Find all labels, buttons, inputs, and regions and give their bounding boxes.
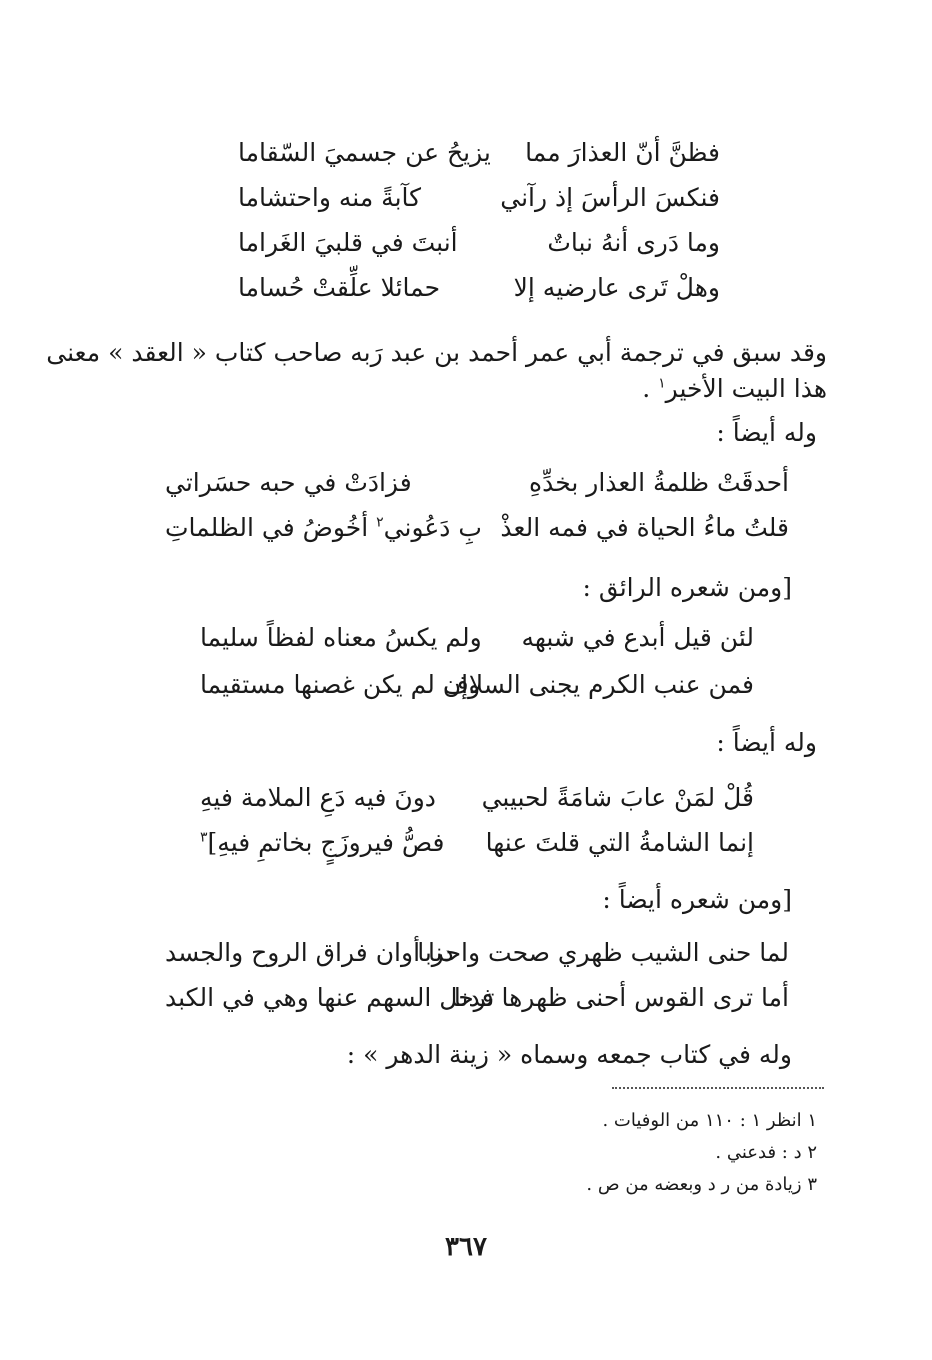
verse-1-2-left: كآبةً منه واحتشاما	[238, 183, 422, 212]
poem-4-intro: وله أيضاً :	[716, 728, 817, 757]
verse-2-2-left-b: أخُوضُ في الظلماتِ	[165, 513, 377, 542]
verse-2-2-left-a: بِ دَعُوني	[383, 513, 482, 542]
verse-4-2-right: إنما الشامةُ التي قلتَ عنها	[485, 828, 754, 857]
poem-3-intro: [ومن شعره الرائق :	[582, 573, 792, 602]
prose-line-2	[642, 374, 827, 403]
verse-1-1-left: يزيحُ عن جسميَ السّقاما	[238, 138, 491, 167]
verse-4-1-right: قُلْ لمَنْ عابَ شامَةً لحبيبي	[481, 783, 754, 812]
verse-4-2-left	[200, 830, 444, 855]
footnote-divider	[612, 1087, 824, 1089]
verse-1-2-right: فنكسَ الرأسَ إذ رآني	[500, 183, 720, 212]
verse-2-2-left	[165, 515, 482, 540]
verse-4-2-left-text: فصُّ فيروزَجٍ بخاتمِ فيهِ]	[207, 828, 445, 857]
verse-1-4-right: وهلْ تَرى عارضيه إلا	[513, 273, 720, 302]
verse-1-1-right: فظنَّ أنّ العذارَ مما	[525, 138, 720, 167]
verse-1-3-right: وما دَرى أنهُ نباتٌ	[547, 228, 720, 257]
verse-5-1-left: دنا أوان فراق الروح والجسد	[165, 938, 454, 967]
prose-para-2: وله في كتاب جمعه وسماه « زينة الدهر » :	[346, 1040, 792, 1069]
poem-2-intro: وله أيضاً :	[716, 418, 817, 447]
verse-5-2-right: أما ترى القوس أحنى ظهرها فدنا	[453, 983, 789, 1012]
verse-4-1-left: دونَ فيه دَعِ الملامة فيهِ	[200, 783, 436, 812]
verse-1-3-left: أنبتَ في قلبيَ الغَراما	[238, 228, 458, 257]
prose-line-1: وقد سبق في ترجمة أبي عمر أحمد بن عبد رَبه صاحب كتاب « العقد » معنى	[46, 338, 827, 367]
verse-3-2-right: فمن عنب الكرم يجنى السلاف	[442, 670, 754, 699]
prose-line-2-end: .	[642, 374, 651, 403]
page-number: ٣٦٧	[445, 1232, 487, 1262]
footnote-2: ٢ د : فدعني .	[715, 1142, 817, 1163]
footnote-3: ٣ زيادة من ر د وبعضه من ص .	[586, 1174, 817, 1195]
footnote-marker-2: ٢	[376, 514, 384, 531]
footnote-1: ١ انظر ١ : ١١٠ من الوفيات .	[602, 1110, 817, 1131]
verse-2-2-right: قلتُ ماءُ الحياة في فمه العذْ	[500, 513, 789, 542]
prose-line-2-text: هذا البيت الأخير	[665, 374, 827, 403]
verse-1-4-left: حمائلا علِّقتْ حُساما	[238, 273, 441, 302]
verse-3-1-left: ولم يكسُ معناه لفظاً سليما	[200, 623, 482, 652]
verse-3-2-left: وإن لم يكن غصنها مستقيما	[200, 670, 481, 699]
verse-2-1-right: أحدقَتْ ظلمةُ العذار بخدِّهِ	[529, 468, 789, 497]
footnote-marker-1: ١	[658, 375, 666, 392]
verse-5-2-left: ترحل السهم عنها وهي في الكبد	[165, 983, 495, 1012]
verse-2-1-left: فزادَتْ في حبه حسَراتي	[165, 468, 412, 497]
verse-5-1-right: لما حنى الشيب ظهري صحت واحربا	[417, 938, 789, 967]
verse-3-1-right: لئن قيل أبدع في شبهه	[521, 623, 754, 652]
poem-5-intro: [ومن شعره أيضاً :	[602, 885, 792, 914]
footnote-marker-3: ٣	[200, 829, 208, 846]
